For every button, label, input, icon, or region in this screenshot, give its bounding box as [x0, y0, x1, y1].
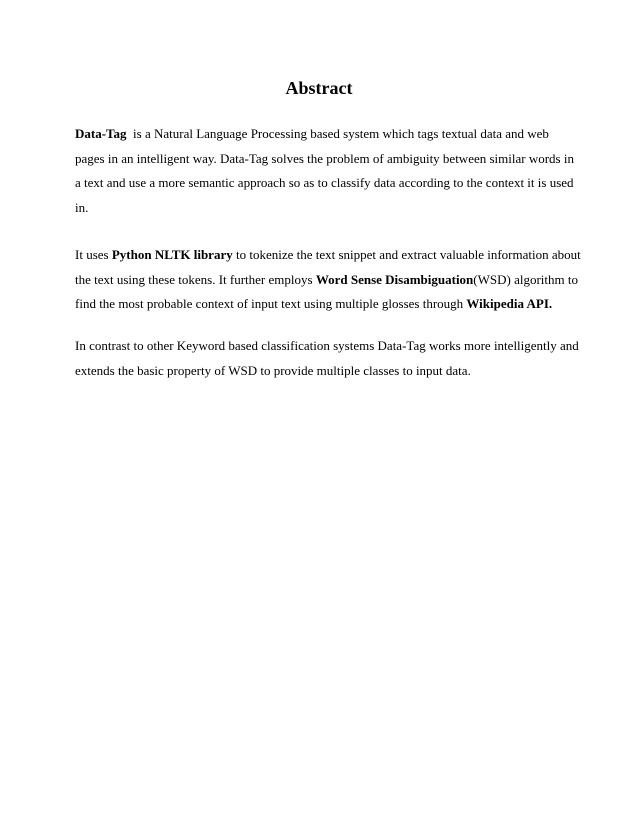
- abstract-paragraph-3: [75, 334, 579, 383]
- text-run: the text using these tokens. It further employs: [75, 271, 316, 287]
- text-run: (WSD) algorithm to: [473, 271, 579, 287]
- text-run: to tokenize the text snippet and extract valuable information about: [232, 247, 581, 262]
- text-run: is a Natural Language Processing based system which tags textual data and web: [126, 126, 549, 141]
- text-line: In contrast to other Keyword based classification systems Data-Tag works more intelligently and: [75, 338, 579, 353]
- text-line: [75, 292, 575, 317]
- bold-term: Data-Tag: [75, 126, 127, 141]
- text-line: pages in an intelligent way. Data-Tag solves the problem of ambiguity between similar words in: [75, 150, 574, 166]
- bold-term: Word Sense Disambiguation: [315, 271, 474, 287]
- text-line: [75, 122, 575, 147]
- text-run: It uses: [75, 247, 112, 262]
- text-line: in.: [75, 199, 89, 215]
- text-line: a text and use a more semantic approach so as to classify data according to the context it is used: [75, 175, 574, 190]
- abstract-paragraph-2: [75, 243, 581, 317]
- bold-term: Wikipedia API.: [466, 296, 553, 311]
- text-line: [75, 243, 581, 268]
- bold-term: Python NLTK library: [111, 247, 233, 262]
- text-line: [75, 268, 579, 293]
- text-run: find the most probable context of input text using multiple glosses through: [75, 296, 467, 311]
- abstract-paragraph-1: [75, 122, 575, 220]
- text-line: extends the basic property of WSD to provide multiple classes to input data.: [75, 362, 471, 378]
- page-title: Abstract: [285, 78, 353, 98]
